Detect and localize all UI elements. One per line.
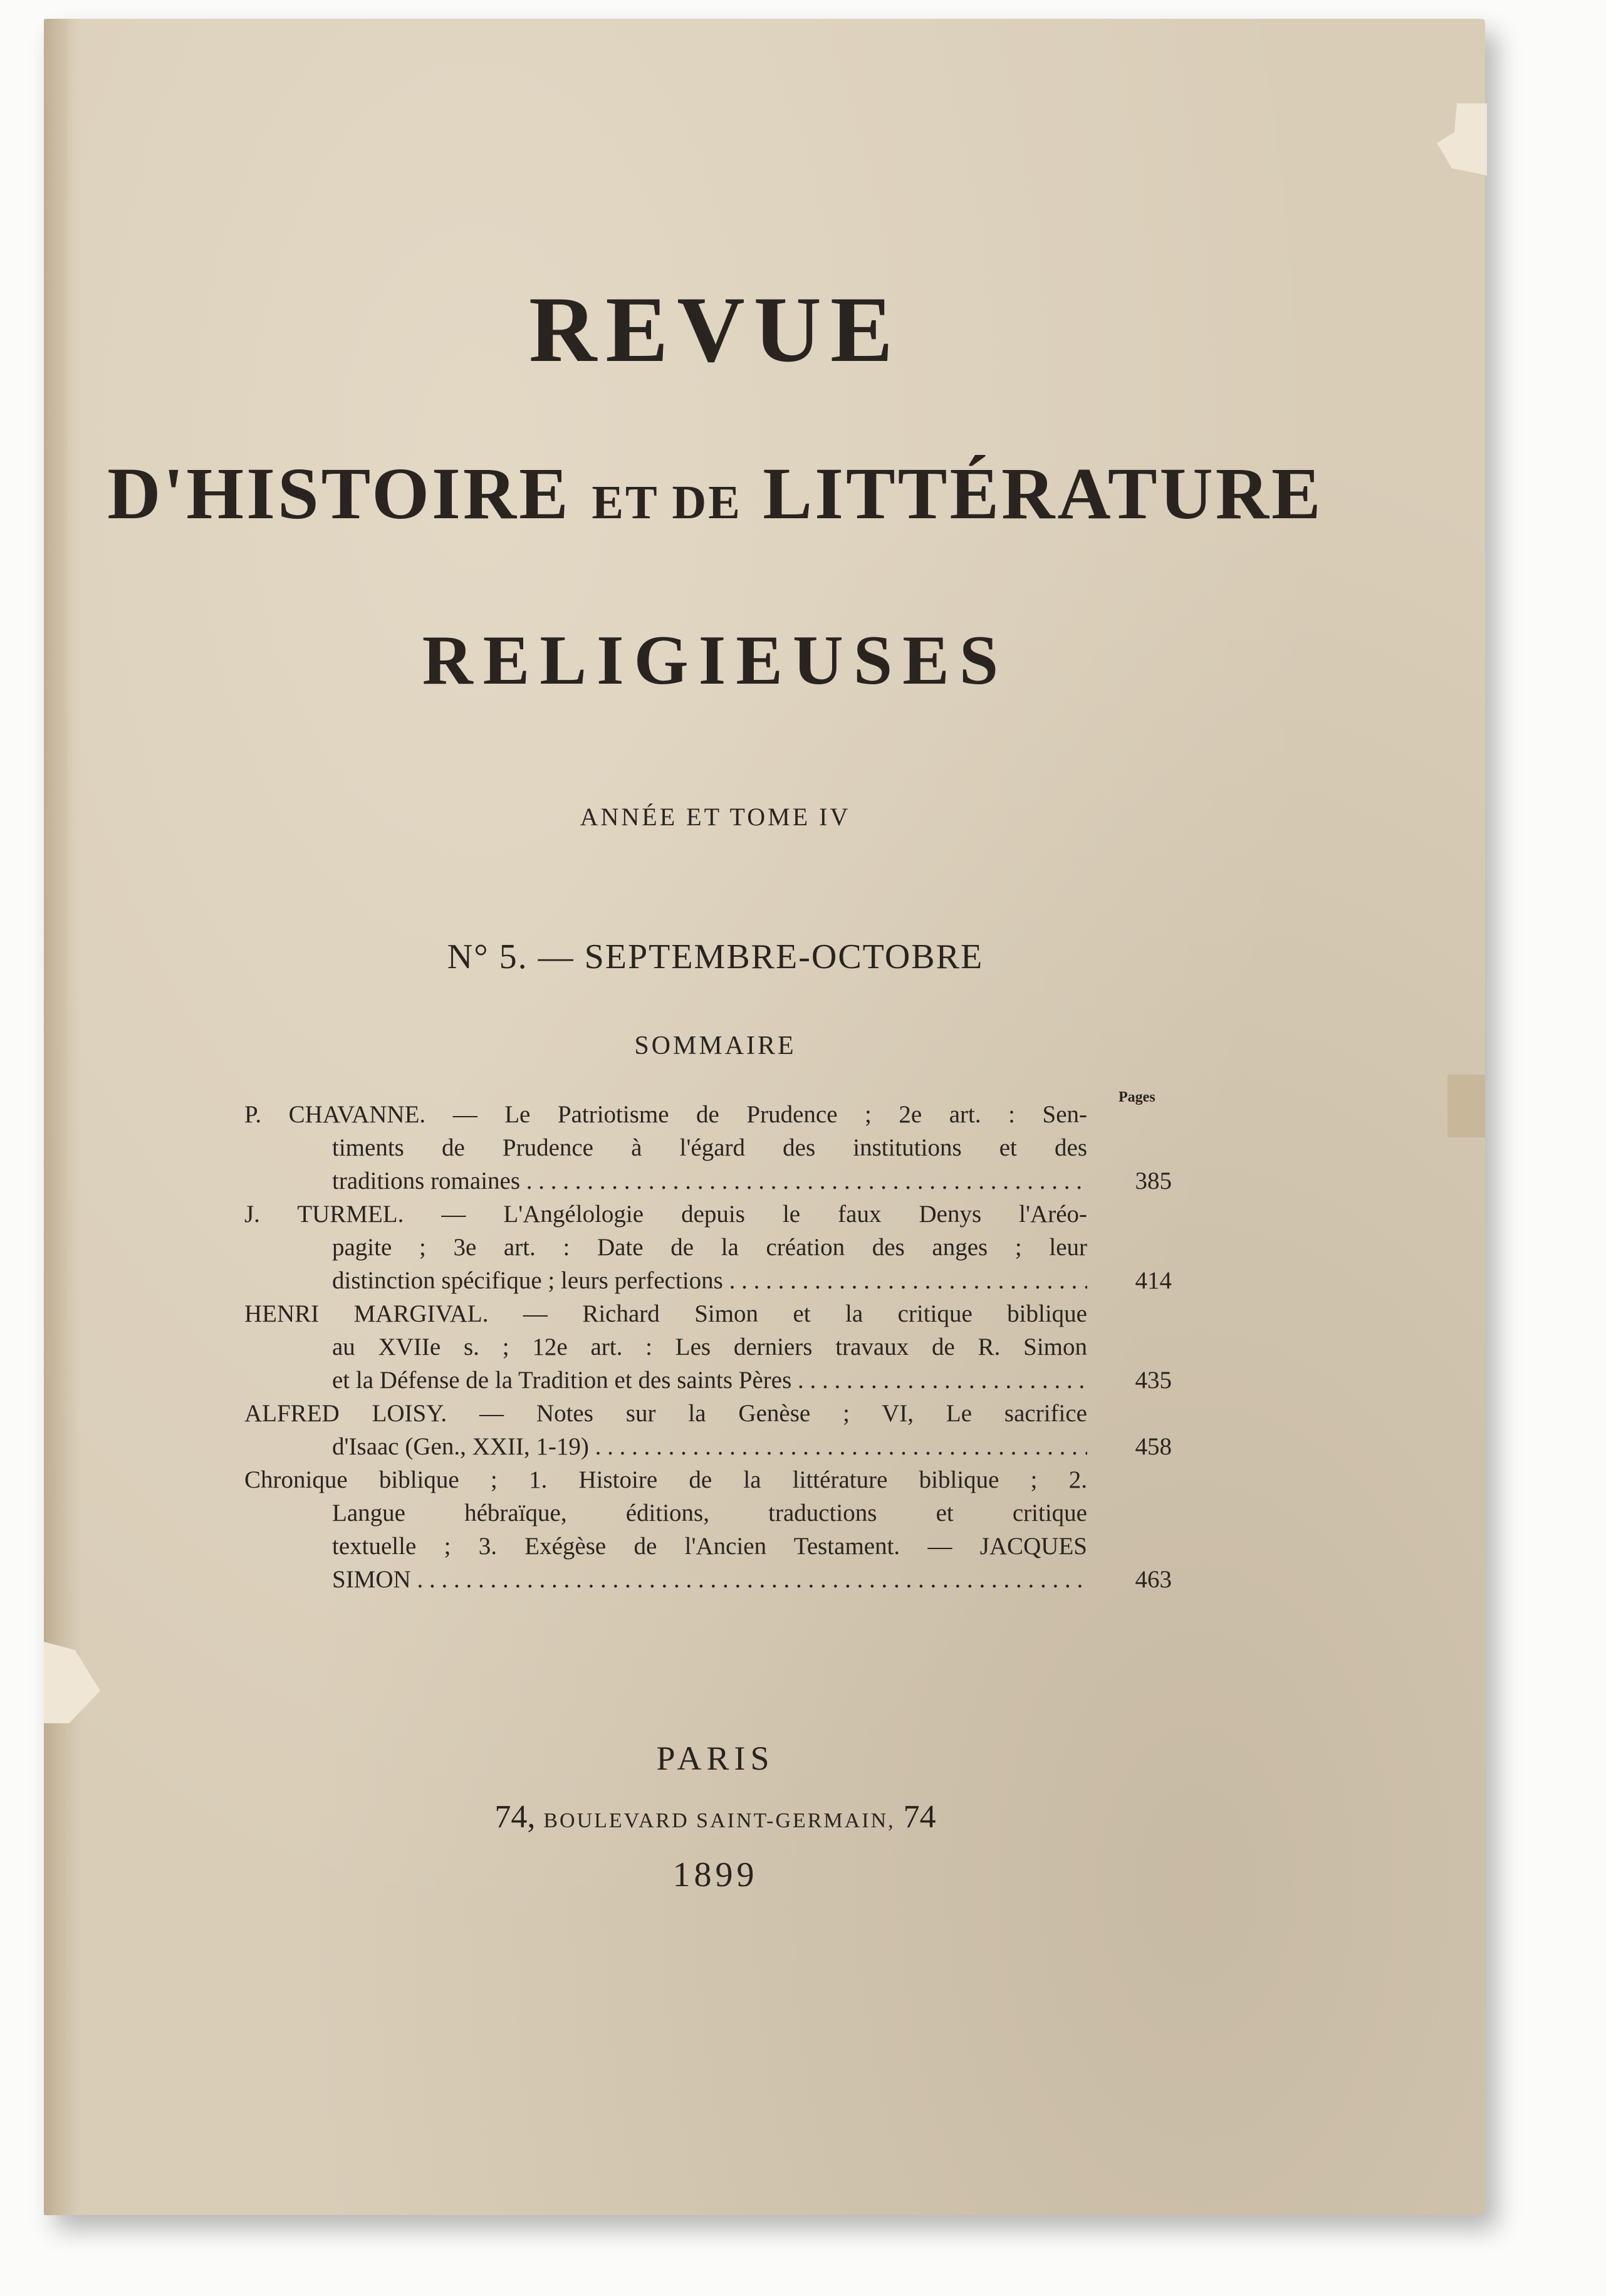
table-of-contents — [244, 1098, 1172, 1596]
toc-line: HENRI MARGIVAL. — Richard Simon et la critique biblique — [244, 1300, 1087, 1327]
imprint-year: 1899 — [672, 1855, 758, 1894]
toc-line: timents de Prudence à l'égard des institutions et des — [332, 1134, 1087, 1161]
toc-page-number: 414 — [1135, 1267, 1172, 1294]
toc-entry-loisy — [244, 1397, 1172, 1463]
toc-entry-chronique — [244, 1463, 1172, 1596]
title-revue: REVUE — [528, 278, 902, 382]
toc-page-number: 463 — [1135, 1566, 1172, 1593]
toc-line: et la Défense de la Tradition et des saints Pères . . . — [332, 1364, 1087, 1397]
toc-line: d'Isaac (Gen., XXII, 1-19) . . . — [332, 1430, 1087, 1463]
toc-line: Chronique biblique ; 1. Histoire de la littérature biblique ; 2. — [244, 1466, 1087, 1493]
toc-page-number: 385 — [1135, 1167, 1172, 1194]
toc-line: SIMON . . . — [332, 1563, 1087, 1596]
title-litterature: LITTÉRATURE — [763, 452, 1323, 535]
toc-line: ALFRED LOISY. — Notes sur la Genèse ; VI, Le sacrifice — [244, 1400, 1087, 1427]
toc-line: Langue hébraïque, éditions, traductions et critique — [332, 1500, 1087, 1526]
toc-line: distinction spécifique ; leurs perfections . . . — [332, 1264, 1087, 1297]
toc-line: au XVIIe s. ; 12e art. : Les derniers travaux de R. Simon — [332, 1333, 1087, 1360]
sommaire-heading: SOMMAIRE — [634, 1031, 796, 1060]
toc-line: J. TURMEL. — L'Angélologie depuis le faux Denys l'Aréo- — [244, 1201, 1087, 1228]
address-number: 74 — [903, 1799, 936, 1835]
imprint-address — [0, 1798, 1518, 1835]
title-et-de: ET DE — [592, 476, 742, 529]
toc-entry-chavanne — [244, 1098, 1172, 1198]
title-histoire-litterature — [0, 451, 1518, 536]
toc-entry-turmel — [244, 1198, 1172, 1297]
title-histoire: D'HISTOIRE — [107, 452, 571, 535]
issue-line: N° 5. — SEPTEMBRE-OCTOBRE — [447, 937, 984, 976]
toc-entry-margival — [244, 1297, 1172, 1397]
address-street: BOULEVARD SAINT-GERMAIN, — [543, 1809, 895, 1832]
volume-line: ANNÉE ET TOME IV — [580, 803, 851, 831]
worn-tab-right — [1447, 1075, 1485, 1137]
toc-page-number: 435 — [1135, 1367, 1172, 1394]
imprint-city: PARIS — [656, 1740, 774, 1777]
toc-line: pagite ; 3e art. : Date de la création des anges ; leur — [332, 1234, 1087, 1261]
address-number: 74, — [494, 1799, 536, 1835]
toc-line: textuelle ; 3. Exégèse de l'Ancien Testament. — JACQUES — [332, 1533, 1087, 1560]
toc-line: P. CHAVANNE. — Le Patriotisme de Prudence ; 2e art. : Sen- — [244, 1101, 1087, 1128]
pages-column-label: Pages — [1118, 1089, 1155, 1105]
toc-line: traditions romaines . . . — [332, 1164, 1087, 1198]
toc-page-number: 458 — [1135, 1433, 1172, 1460]
title-religieuses: RELIGIEUSES — [422, 622, 1009, 699]
